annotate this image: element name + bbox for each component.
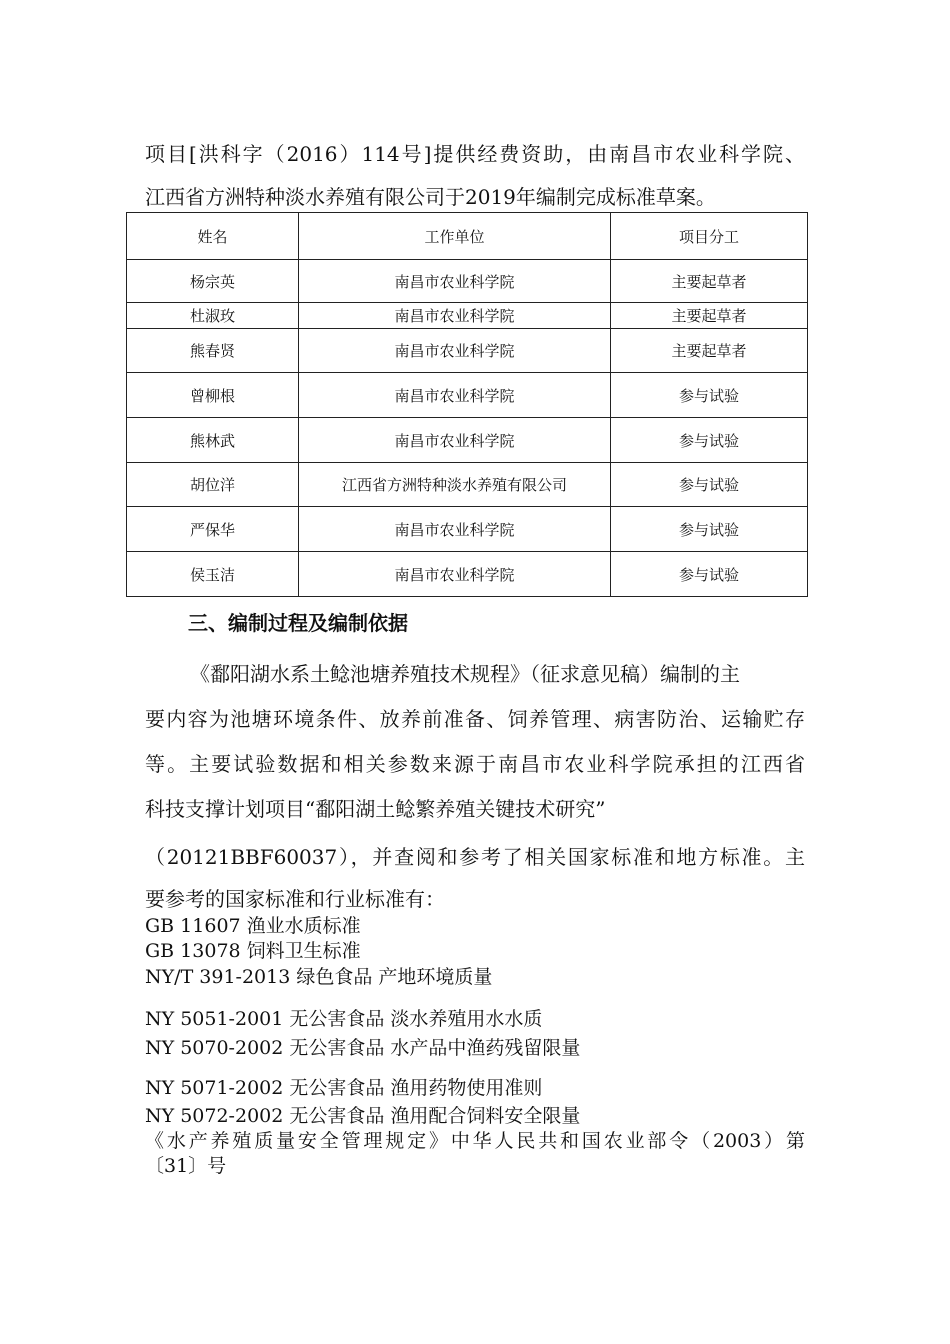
standard-item: GB 11607 渔业水质标准	[145, 915, 361, 937]
header-unit: 工作单位	[299, 213, 611, 260]
cell-unit: 南昌市农业科学院	[299, 303, 611, 329]
cell-role: 参与试验	[611, 507, 808, 552]
cell-role: 主要起草者	[611, 303, 808, 329]
intro-line-2: 江西省方洲特种淡水养殖有限公司于2019年编制完成标准草案。	[145, 185, 716, 209]
standard-item: NY 5071-2002 无公害食品 渔用药物使用准则	[145, 1077, 543, 1099]
standard-item: GB 13078 饲料卫生标准	[145, 940, 361, 962]
paragraph-line-3: 等。主要试验数据和相关参数来源于南昌市农业科学院承担的江西省	[145, 752, 805, 776]
table-header-row	[127, 213, 808, 260]
regulation-line-1: 《水产养殖质量安全管理规定》中华人民共和国农业部令（2003）第	[145, 1130, 805, 1152]
cell-role: 参与试验	[611, 463, 808, 507]
cell-unit: 南昌市农业科学院	[299, 329, 611, 373]
cell-role: 参与试验	[611, 552, 808, 597]
paragraph-line-2: 要内容为池塘环境条件、放养前准备、饲养管理、病害防治、运输贮存	[145, 707, 805, 731]
table-row	[127, 507, 808, 552]
paragraph-line-6: 要参考的国家标准和行业标准有：	[145, 887, 445, 911]
cell-unit: 南昌市农业科学院	[299, 373, 611, 418]
paragraph-line-5: （20121BBF60037），并查阅和参考了相关国家标准和地方标准。主	[145, 845, 805, 869]
cell-name: 胡位洋	[127, 463, 299, 507]
table-row	[127, 552, 808, 597]
intro-line-1: 项目[洪科字（2016）114号]提供经费资助，由南昌市农业科学院、	[145, 142, 805, 166]
cell-name: 杜淑玫	[127, 303, 299, 329]
standard-item: NY 5072-2002 无公害食品 渔用配合饲料安全限量	[145, 1105, 581, 1127]
cell-unit: 南昌市农业科学院	[299, 418, 611, 463]
table-row	[127, 463, 808, 507]
cell-name: 曾柳根	[127, 373, 299, 418]
cell-name: 杨宗英	[127, 260, 299, 303]
standard-item: NY 5051-2001 无公害食品 淡水养殖用水水质	[145, 1008, 543, 1030]
cell-name: 侯玉洁	[127, 552, 299, 597]
cell-unit: 江西省方洲特种淡水养殖有限公司	[299, 463, 611, 507]
cell-unit: 南昌市农业科学院	[299, 260, 611, 303]
cell-name: 严保华	[127, 507, 299, 552]
cell-role: 参与试验	[611, 373, 808, 418]
staff-table	[126, 212, 808, 597]
table-row	[127, 329, 808, 373]
cell-role: 参与试验	[611, 418, 808, 463]
table-row	[127, 373, 808, 418]
cell-name: 熊春贤	[127, 329, 299, 373]
cell-role: 主要起草者	[611, 329, 808, 373]
standard-item: NY/T 391-2013 绿色食品 产地环境质量	[145, 966, 493, 988]
table-row	[127, 260, 808, 303]
table-row	[127, 303, 808, 329]
cell-unit: 南昌市农业科学院	[299, 507, 611, 552]
cell-role: 主要起草者	[611, 260, 808, 303]
regulation-line-2: 〔31〕号	[145, 1155, 227, 1177]
paragraph-line-1: 《鄱阳湖水系土鲶池塘养殖技术规程》（征求意见稿）编制的主	[190, 662, 740, 686]
standard-item: NY 5070-2002 无公害食品 水产品中渔药残留限量	[145, 1037, 581, 1059]
cell-name: 熊林武	[127, 418, 299, 463]
header-role: 项目分工	[611, 213, 808, 260]
cell-unit: 南昌市农业科学院	[299, 552, 611, 597]
section-heading: 三、编制过程及编制依据	[188, 611, 408, 635]
paragraph-line-4: 科技支撑计划项目“鄱阳湖土鲶繁养殖关键技术研究”	[145, 797, 606, 821]
header-name: 姓名	[127, 213, 299, 260]
table-row	[127, 418, 808, 463]
